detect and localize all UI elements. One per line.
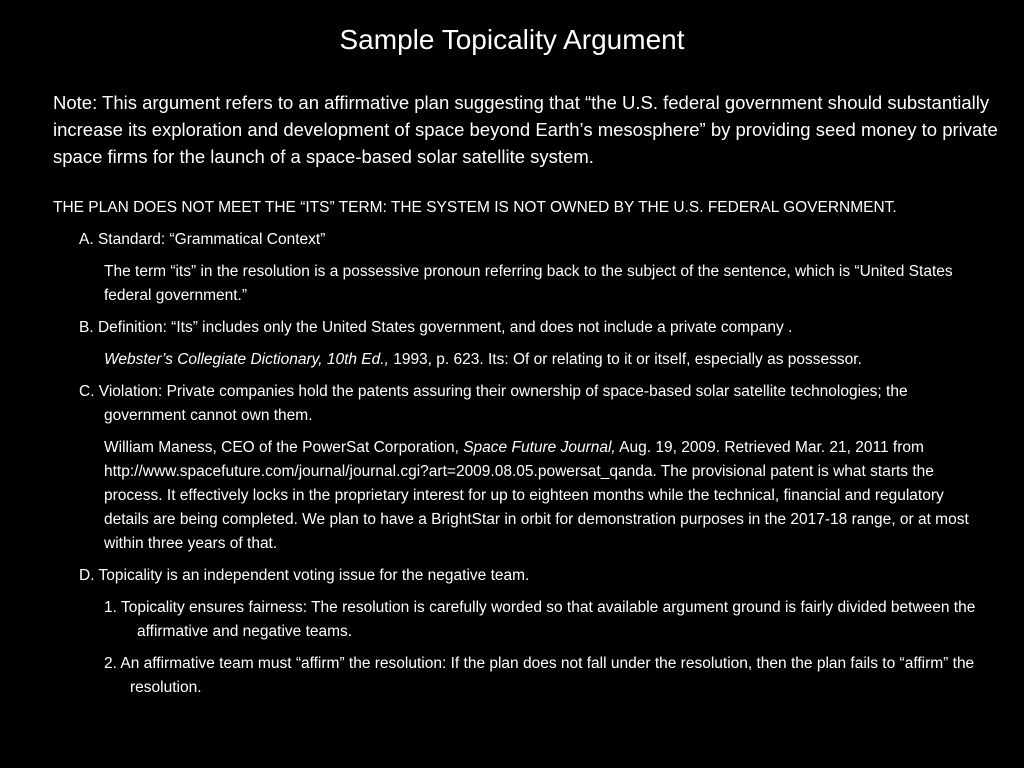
violation-point: C. Violation: Private companies hold the patents assuring their ownership of space-based solar satellite technologies; the government cannot own them. bbox=[79, 383, 908, 424]
standard-text: The term “its” in the resolution is a possessive pronoun referring back to the subject of the sentence, which is “United States federal government.” bbox=[104, 263, 953, 304]
violation-source bbox=[53, 436, 988, 556]
definition-source-title: Webster’s Collegiate Dictionary, 10th Ed., bbox=[104, 351, 389, 368]
voting-issue-affirm: 2. An affirmative team must “affirm” the resolution: If the plan does not fall under the resolution, then the plan fails to “affirm” the resolution. bbox=[104, 655, 975, 696]
argument-heading: THE PLAN DOES NOT MEET THE “ITS” TERM: THE SYSTEM IS NOT OWNED BY THE U.S. FEDERAL GOVERNMENT. bbox=[53, 199, 897, 216]
plan-note: Note: This argument refers to an affirmative plan suggesting that “the U.S. federal government should substantially increase its exploration and development of space beyond Earth’s mesosphere” by providing seed money to private space firms for the launch of a space-based solar satellite system. bbox=[53, 92, 998, 167]
definition-source-text: 1993, p. 623. Its: Of or relating to it or itself, especially as possessor. bbox=[388, 351, 862, 368]
violation-source-author: William Maness, CEO of the PowerSat Corporation, bbox=[104, 439, 464, 456]
argument-body bbox=[53, 196, 988, 708]
slide-title: Sample Topicality Argument bbox=[339, 24, 685, 55]
standard-point: A. Standard: “Grammatical Context” bbox=[79, 231, 326, 248]
voting-issue-point: D. Topicality is an independent voting issue for the negative team. bbox=[79, 567, 530, 584]
violation-source-journal: Space Future Journal, bbox=[463, 439, 616, 456]
violation-source-text: Aug. 19, 2009. Retrieved Mar. 21, 2011 from http://www.spacefuture.com/journal/journal.cgi?art=2009.08.05.powersat_qanda. The provisional patent is what starts the process. It effectively locks in the proprietary interest for up to eighteen months while the technical, financial and regulatory details are being completed. We plan to have a BrightStar in orbit for demonstration purposes in the 2017-18 range, or at most within three years of that. bbox=[104, 439, 969, 552]
definition-point: B. Definition: “Its” includes only the United States government, and does not include a private company . bbox=[79, 319, 793, 336]
definition-source bbox=[53, 348, 988, 372]
voting-issue-fairness: 1. Topicality ensures fairness: The resolution is carefully worded so that available argument ground is fairly divided between the affirmative and negative teams. bbox=[104, 599, 976, 640]
